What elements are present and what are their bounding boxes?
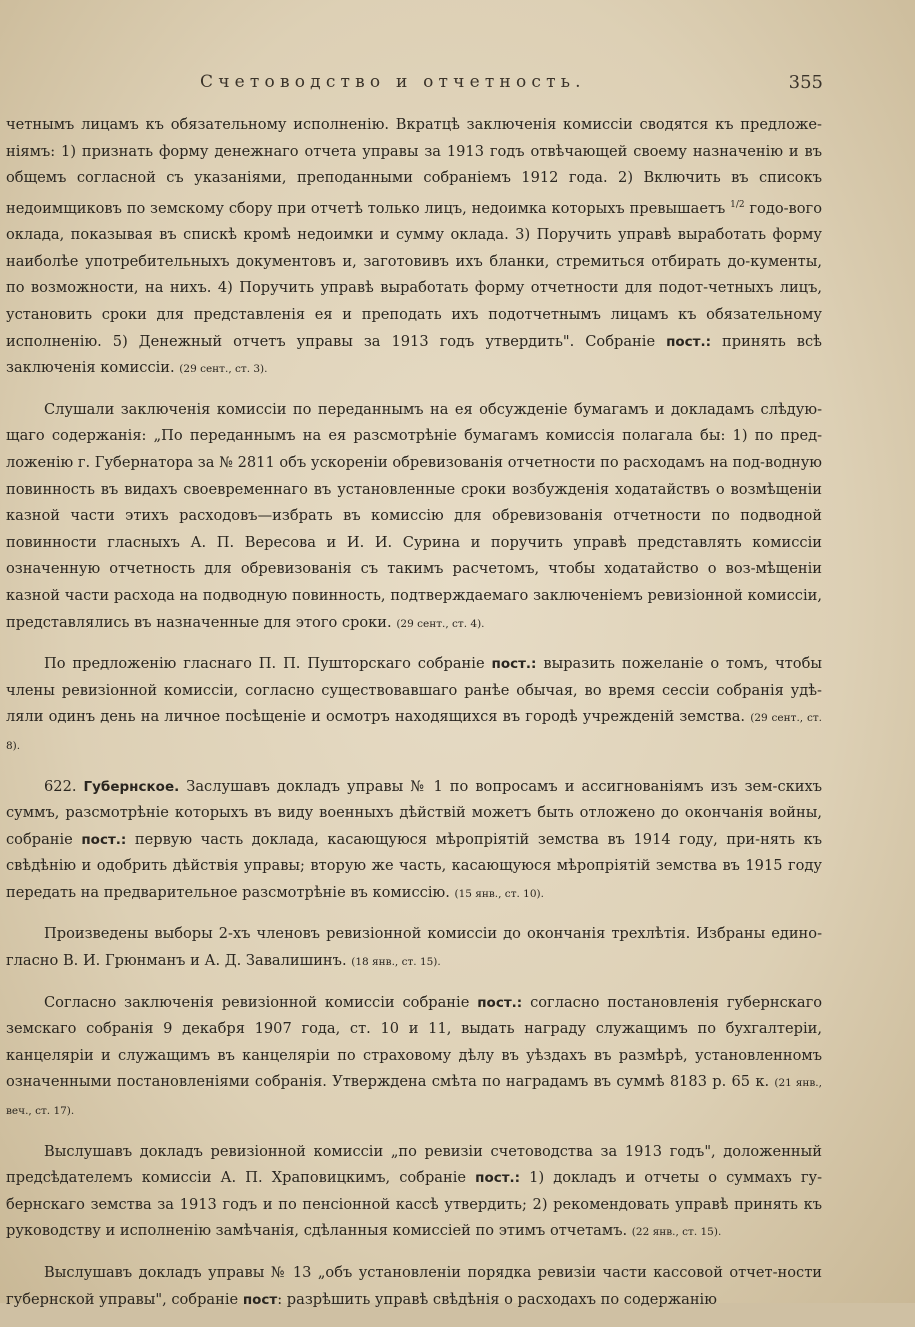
resolution-keyword: пост.: [491,656,537,673]
paragraph-5 [6,921,822,975]
text-run: первую часть доклада, касающуюся мѣропріятій земства въ 1914 году, при-нять къ свѣдѣнію и одобрить дѣйствія управы; вторую же часть, касающуюся мѣропріятій земства въ 1915 году передать на предварительное разсмотрѣніе въ комиссію. [6,830,822,901]
resolution-keyword: пост.: [666,333,712,350]
page-header [0,72,915,102]
reference: (29 сент., ст. 8). [6,712,822,752]
text-run: Произведены выборы 2-хъ членовъ ревизіонной комиссіи до окончанія трехлѣтія. Избраны едино-гласно В. И. Грюнманъ и А. Д. Завалишинъ. [6,925,822,970]
text-run: Слушали заключенія комиссіи по переданнымъ на ея обсужденіе бумагамъ и докладамъ слѣдую-щаго содержанія: „По переданнымъ на ея разсмотрѣніе бумагамъ комиссія полагала бы: 1) по пред-ложенію г. Губернатора за № 2811 объ ускореніи обревизованія отчетности по расходамъ на под-водную повинность въ видахъ своевременнаго въ установленные сроки возбужденія ходатайствъ о возмѣщеніи казной части этихъ расходовъ—избрать въ комиссію для обревизованія отчетности по подводной повинности гласныхъ А. П. Вересова и И. И. Сурина и поручить управѣ представлять комиссіи означенную отчетность для обревизованія съ такимъ расчетомъ, чтобы ходатайство о воз-мѣщеніи казной части расхода на подводную повинность, подтверждаемаго заключеніемъ ревизіонной комиссіи, представлялись въ назначенные для этого сроки. [6,400,822,631]
text-run: годо-вого оклада, показывая въ спискѣ кромѣ недоимки и сумму оклада. 3) Поручить управѣ выработать форму наиболѣе употребительныхъ документовъ и, заготовивъ ихъ бланки, стремиться отбирать до-кументы, по возможности, на нихъ. 4) Поручить управѣ выработать форму отчетности для подот-четныхъ лицъ, установить сроки для представленія ея и преподать ихъ подотчетнымъ лицамъ къ обязательному исполненію. 5) Денежный отчетъ управы за 1913 годъ утвердить". Собраніе [6,199,822,350]
text-run: Согласно заключенія ревизіонной комиссіи собраніе [44,993,478,1011]
reference: (22 янв., ст. 15). [631,1226,722,1239]
resolution-keyword: пост [242,1291,278,1308]
reference: (18 янв., ст. 15). [351,956,441,969]
text-run: четнымъ лицамъ къ обязательному исполненію. Вкратцѣ заключенія комиссіи сводятся къ предложе-ніямъ: 1) признать форму денежнаго отчета управы за 1913 годъ отвѣчающей своему назначенію и въ общемъ согласной съ указаніями, преподанными собраніемъ 1912 года. 2) Включить въ списокъ недоимщиковъ по земскому сбору при отчетѣ только лицъ, недоимка которыхъ превышаетъ [6,116,822,217]
paragraph-6 [6,990,822,1125]
paragraph-8 [6,1260,822,1313]
page-body [6,112,822,1327]
reference: (29 сент., ст. 3). [179,363,268,376]
paragraph-7 [6,1139,822,1246]
reference: (29 сент., ст. 4). [396,617,485,630]
page-number: 355 [788,72,823,93]
text-run: Выслушавъ докладъ ревизіонной комиссіи „по ревизіи счетоводства за 1913 годъ", доложенный предсѣдателемъ комиссіи А. П. Храповицкимъ, собраніе [6,1142,822,1187]
paragraph-4 [6,774,822,908]
paragraph-1 [6,112,822,383]
reference: (15 янв., ст. 10). [454,887,544,900]
resolution-keyword: пост.: [81,831,127,848]
fraction: 1/2 [730,199,745,210]
running-title: Счетоводство и отчетность. [200,72,586,92]
section-heading: Губернское. [83,778,180,795]
text-run: принять всѣ заключенія комиссіи. [6,332,822,377]
resolution-keyword: пост.: [477,994,523,1011]
resolution-keyword: пост.: [475,1170,521,1187]
text-run: По предложенію гласнаго П. П. Пушторскаго собраніе [44,655,492,673]
text-run: : разрѣшить управѣ свѣдѣнія о расходахъ по содержанію [277,1290,717,1308]
item-number: 622. [44,777,77,795]
text-run: Выслушавъ докладъ управы № 13 „объ установленіи порядка ревизіи части кассовой отчет-ности губернской управы", собраніе [6,1264,822,1308]
paragraph-3 [6,651,822,759]
text-run: 1) докладъ и отчеты о суммахъ гу-бернскаго земства за 1913 годъ и по пенсіонной кассѣ утвердить; 2) рекомендовать управѣ принять къ руководству и исполненію замѣчанія, сдѣланныя комиссіей по этимъ отчетамъ. [6,1169,822,1240]
text-run: согласно постановленія губернскаго земскаго собранія 9 декабря 1907 года, ст. 10 и 11, выдать награду служащимъ по бухгалтеріи, канцеляріи и служащимъ въ канцеляріи по страховому дѣлу въ уѣздахъ въ размѣрѣ, установленномъ означенными постановленіями собранія. Утверждена смѣта по наградамъ въ суммѣ 8183 р. 65 к. [6,993,823,1091]
text-run: Заслушавъ докладъ управы № 1 по вопросамъ и ассигнованіямъ изъ зем-скихъ суммъ, разсмотрѣніе которыхъ въ виду военныхъ дѣйствій можетъ быть отложено до окончанія войны, собраніе [6,777,822,848]
reference: (21 янв., веч., ст. 17). [6,1077,822,1118]
paragraph-2 [6,397,822,637]
text-run: выразить пожеланіе о томъ, чтобы члены ревизіонной комиссіи, согласно существовавшаго ранѣе обычая, во время сессіи собранія удѣ-ляли одинъ день на личное посѣщеніе и осмотръ находящихся въ городѣ учрежденій земства. [6,655,822,726]
